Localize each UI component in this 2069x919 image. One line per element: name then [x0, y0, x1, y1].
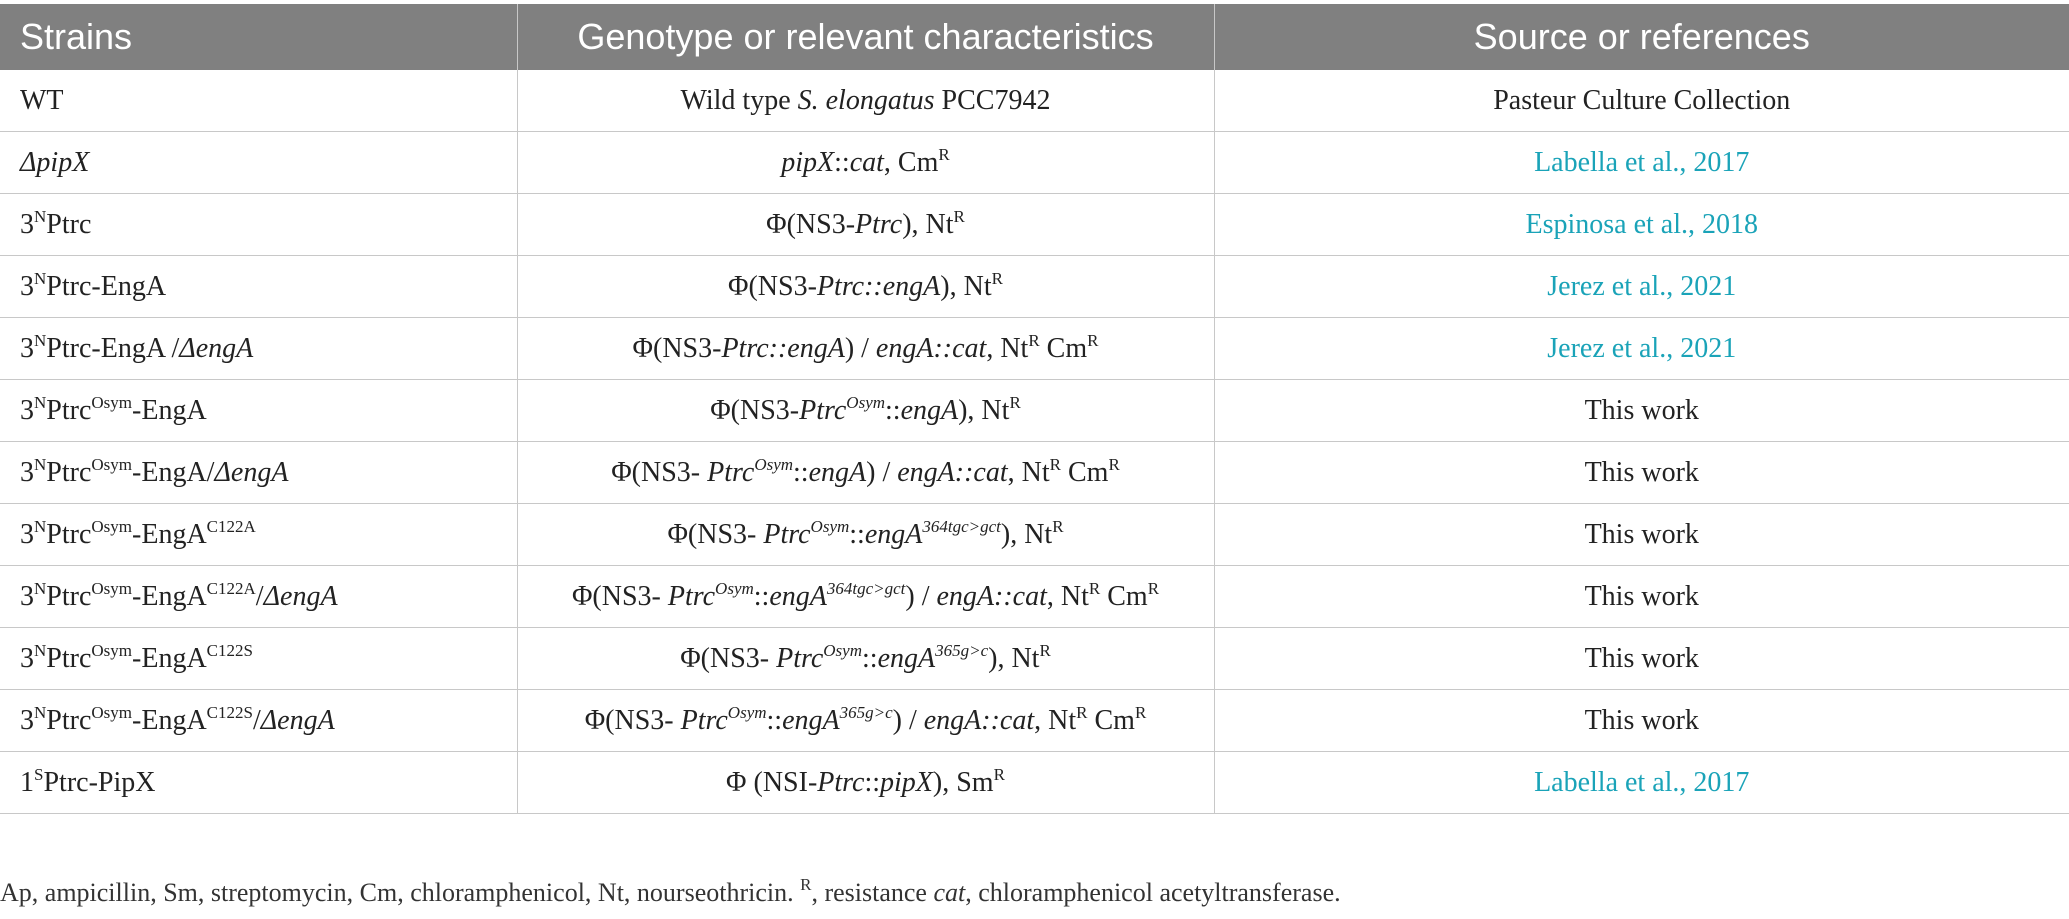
superscript-text: S — [34, 764, 44, 784]
source-cell — [1214, 690, 2069, 752]
source-cell — [1214, 752, 2069, 814]
source-cell — [1214, 70, 2069, 132]
genotype-cell — [517, 132, 1214, 194]
strains-table-container — [0, 4, 2069, 814]
superscript-text: R — [1088, 578, 1101, 598]
source-cell — [1214, 504, 2069, 566]
italic-text: engA — [782, 704, 840, 736]
text-run: Cm — [1087, 704, 1135, 736]
italic-text: engA — [808, 456, 867, 488]
genotype-cell — [517, 256, 1214, 318]
text-run: Ptrc — [46, 208, 92, 240]
genotype-cell — [517, 380, 1214, 442]
table-row — [0, 70, 2069, 132]
text-run: 3 — [20, 394, 34, 426]
source-cell — [1214, 194, 2069, 256]
text-run: Φ(NS3- — [584, 704, 681, 736]
header-row — [0, 4, 2069, 70]
text-run: Ptrc — [46, 456, 92, 488]
text-run: :: — [864, 766, 881, 798]
italic-text: S. elongatus — [797, 84, 935, 116]
text-run: Ptrc — [46, 642, 92, 674]
italic-text: engA — [900, 394, 959, 426]
text-run: , chloramphenicol acetyltransferase. — [965, 878, 1341, 907]
table-footnote — [0, 874, 2069, 908]
strain-cell — [0, 442, 517, 504]
text-run: , Nt — [1046, 580, 1089, 612]
text-run: Ptrc-PipX — [43, 766, 156, 798]
text-run: Cm — [1100, 580, 1148, 612]
superscript-text: Osym — [91, 640, 133, 660]
italic-text: pipX — [781, 146, 835, 178]
text-run: PCC7942 — [934, 84, 1051, 116]
text-run: Ptrc — [46, 704, 92, 736]
strain-cell — [0, 380, 517, 442]
superscript-text: Osym — [754, 454, 794, 474]
text-run: Φ(NS3- — [667, 518, 764, 550]
header-source: Source or references — [1214, 4, 2069, 70]
table-row — [0, 566, 2069, 628]
text-run: -EngA — [132, 704, 207, 736]
source-text: Pasteur Culture Collection — [1493, 84, 1791, 116]
genotype-cell — [517, 70, 1214, 132]
text-run: Ptrc-EngA / — [46, 332, 180, 364]
superscript-text: R — [993, 764, 1005, 784]
superscript-text: R — [1009, 392, 1021, 412]
source-text: This work — [1584, 394, 1699, 426]
text-run: -EngA — [132, 580, 207, 612]
superscript-text: N — [34, 702, 47, 722]
text-run: :: — [862, 642, 878, 674]
text-run: -EngA — [132, 518, 207, 550]
text-run: Ptrc — [46, 580, 92, 612]
superscript-text: R — [1039, 640, 1051, 660]
text-run: :: — [834, 146, 850, 178]
text-run: ), Nt — [902, 208, 954, 240]
text-run: 3 — [20, 642, 34, 674]
superscript-text: N — [34, 578, 47, 598]
source-cell — [1214, 442, 2069, 504]
superscript-text: R — [991, 268, 1003, 288]
text-run: 3 — [20, 270, 34, 302]
table-row — [0, 132, 2069, 194]
italic-text: Ptrc — [776, 642, 824, 674]
strain-cell — [0, 504, 517, 566]
text-run: , Nt — [1034, 704, 1077, 736]
text-run: ), Nt — [958, 394, 1010, 426]
text-run: Cm — [1060, 456, 1109, 488]
strain-cell — [0, 690, 517, 752]
text-run: , resistance — [811, 878, 934, 907]
superscript-text: R — [1108, 454, 1120, 474]
genotype-cell — [517, 566, 1214, 628]
italic-text: Ptrc — [667, 580, 716, 612]
italic-text: cat — [849, 146, 884, 178]
table-row — [0, 194, 2069, 256]
text-run: 3 — [20, 580, 34, 612]
table-header — [0, 4, 2069, 70]
genotype-cell — [517, 194, 1214, 256]
text-run: 3 — [20, 704, 34, 736]
source-cell — [1214, 566, 2069, 628]
superscript-text: R — [1028, 330, 1040, 350]
italic-text: Ptrc — [817, 766, 865, 798]
superscript-text: Osym — [715, 578, 754, 598]
superscript-text: Osym — [91, 454, 133, 474]
superscript-text: R — [1049, 454, 1061, 474]
italic-text: ΔengA — [179, 332, 254, 364]
italic-text: pipX — [880, 766, 933, 798]
genotype-cell — [517, 504, 1214, 566]
source-text: This work — [1584, 704, 1699, 736]
source-text: This work — [1584, 642, 1699, 674]
italic-text: engA::cat — [875, 332, 987, 364]
source-text: This work — [1584, 518, 1699, 550]
italic-text: engA — [877, 642, 936, 674]
text-run: Φ(NS3- — [680, 642, 777, 674]
text-run: ) / — [905, 580, 937, 612]
strain-cell — [0, 628, 517, 690]
superscript-text: C122A — [206, 578, 256, 598]
header-strains: Strains — [0, 4, 517, 70]
italic-text: engA::cat — [897, 456, 1008, 488]
superscript-text: N — [34, 268, 47, 288]
source-text: This work — [1584, 456, 1699, 488]
italic-text: Ptrc — [855, 208, 903, 240]
italic-text: Ptrc — [799, 394, 847, 426]
strain-cell — [0, 318, 517, 380]
text-run: , Cm — [883, 146, 939, 178]
italic-text: Ptrc::engA — [721, 332, 845, 364]
text-run: WT — [20, 84, 64, 116]
reference-link[interactable]: Jerez et al., 2021 — [1547, 270, 1737, 302]
text-run: Cm — [1039, 332, 1088, 364]
source-cell — [1214, 380, 2069, 442]
reference-link[interactable]: Jerez et al., 2021 — [1547, 332, 1737, 364]
text-run: Φ (NSI- — [726, 766, 818, 798]
superscript-text: C122A — [206, 516, 256, 536]
table-row — [0, 380, 2069, 442]
superscript-text: 365g>c — [935, 640, 989, 660]
italic-text: ΔpipX — [20, 146, 90, 178]
superscript-text: Osym — [91, 702, 133, 722]
strain-cell — [0, 566, 517, 628]
italic-text: Ptrc — [707, 456, 755, 488]
strain-cell — [0, 752, 517, 814]
header-genotype: Genotype or relevant characteristics — [517, 4, 1214, 70]
superscript-text: R — [953, 206, 965, 226]
superscript-text: N — [34, 206, 47, 226]
text-run: ) / — [866, 456, 898, 488]
source-text: This work — [1584, 580, 1699, 612]
text-run: :: — [885, 394, 901, 426]
superscript-text: Osym — [727, 702, 767, 722]
source-cell — [1214, 318, 2069, 380]
genotype-cell — [517, 690, 1214, 752]
text-run: / — [252, 704, 261, 736]
text-run: 3 — [20, 332, 34, 364]
text-run: Φ(NS3- — [766, 208, 856, 240]
text-run: Φ(NS3- — [611, 456, 708, 488]
superscript-text: N — [34, 330, 47, 350]
superscript-text: Osym — [810, 516, 850, 536]
source-cell — [1214, 256, 2069, 318]
text-run: ) / — [892, 704, 924, 736]
text-run: ), Nt — [988, 642, 1040, 674]
text-run: Ptrc — [46, 518, 92, 550]
text-run: 3 — [20, 456, 34, 488]
text-run: -EngA — [132, 394, 207, 426]
superscript-text: 364tgc>gct — [922, 516, 1001, 536]
text-run: :: — [753, 580, 770, 612]
strain-cell — [0, 256, 517, 318]
text-run: -EngA/ — [132, 456, 215, 488]
genotype-cell — [517, 628, 1214, 690]
text-run: ), Sm — [932, 766, 994, 798]
text-run: 1 — [20, 766, 34, 798]
superscript-text: Osym — [91, 516, 133, 536]
text-run: Φ(NS3- — [710, 394, 800, 426]
source-cell — [1214, 628, 2069, 690]
superscript-text: Osym — [91, 392, 133, 412]
superscript-text: R — [1076, 702, 1088, 722]
superscript-text: 364tgc>gct — [826, 578, 906, 598]
text-run: Wild type — [680, 84, 798, 116]
source-cell — [1214, 132, 2069, 194]
italic-text: ΔengA — [260, 704, 335, 736]
superscript-text: R — [800, 874, 812, 894]
text-run: Ap, ampicillin, Sm, streptomycin, Cm, chloramphenicol, Nt, nourseothricin. — [0, 878, 801, 907]
italic-text: engA::cat — [936, 580, 1047, 612]
superscript-text: N — [34, 516, 47, 536]
text-run: / — [255, 580, 264, 612]
superscript-text: C122S — [206, 640, 253, 660]
genotype-cell — [517, 442, 1214, 504]
table-row — [0, 628, 2069, 690]
strain-cell — [0, 70, 517, 132]
superscript-text: C122S — [206, 702, 253, 722]
superscript-text: N — [34, 454, 47, 474]
reference-link[interactable]: Espinosa et al., 2018 — [1525, 208, 1759, 240]
superscript-text: Osym — [846, 392, 886, 412]
text-run: Φ(NS3- — [632, 332, 722, 364]
text-run: Ptrc-EngA — [46, 270, 167, 302]
genotype-cell — [517, 318, 1214, 380]
superscript-text: R — [1134, 702, 1147, 722]
text-run: 3 — [20, 518, 34, 550]
superscript-text: N — [34, 392, 47, 412]
text-run: ) / — [844, 332, 876, 364]
table-row — [0, 318, 2069, 380]
italic-text: engA::cat — [923, 704, 1035, 736]
table-row — [0, 752, 2069, 814]
genotype-cell — [517, 752, 1214, 814]
table-row — [0, 690, 2069, 752]
italic-text: Ptrc::engA — [816, 270, 941, 302]
superscript-text: 365g>c — [839, 702, 893, 722]
superscript-text: R — [1052, 516, 1064, 536]
italic-text: engA — [769, 580, 827, 612]
italic-text: Ptrc — [763, 518, 811, 550]
table-row — [0, 504, 2069, 566]
text-run: Φ(NS3- — [728, 270, 817, 302]
table-body — [0, 70, 2069, 814]
text-run: , Nt — [986, 332, 1029, 364]
strains-table — [0, 4, 2069, 814]
italic-text: engA — [864, 518, 923, 550]
text-run: :: — [849, 518, 865, 550]
text-run: , Nt — [1007, 456, 1050, 488]
superscript-text: R — [938, 144, 950, 164]
italic-text: ΔengA — [263, 580, 338, 612]
superscript-text: Osym — [91, 578, 133, 598]
italic-text: Ptrc — [680, 704, 728, 736]
table-row — [0, 256, 2069, 318]
text-run: ), Nt — [1000, 518, 1053, 550]
reference-link[interactable]: Labella et al., 2017 — [1534, 766, 1750, 798]
text-run: Ptrc — [46, 394, 92, 426]
superscript-text: N — [34, 640, 47, 660]
strain-cell — [0, 132, 517, 194]
reference-link[interactable]: Labella et al., 2017 — [1534, 146, 1750, 178]
text-run: -EngA — [132, 642, 207, 674]
superscript-text: R — [1147, 578, 1160, 598]
text-run: :: — [793, 456, 809, 488]
text-run: 3 — [20, 208, 34, 240]
strain-cell — [0, 194, 517, 256]
italic-text: cat — [933, 878, 966, 907]
text-run: Φ(NS3- — [571, 580, 668, 612]
superscript-text: Osym — [823, 640, 862, 660]
text-run: ), Nt — [940, 270, 992, 302]
italic-text: ΔengA — [214, 456, 289, 488]
text-run: :: — [766, 704, 783, 736]
table-row — [0, 442, 2069, 504]
superscript-text: R — [1087, 330, 1099, 350]
